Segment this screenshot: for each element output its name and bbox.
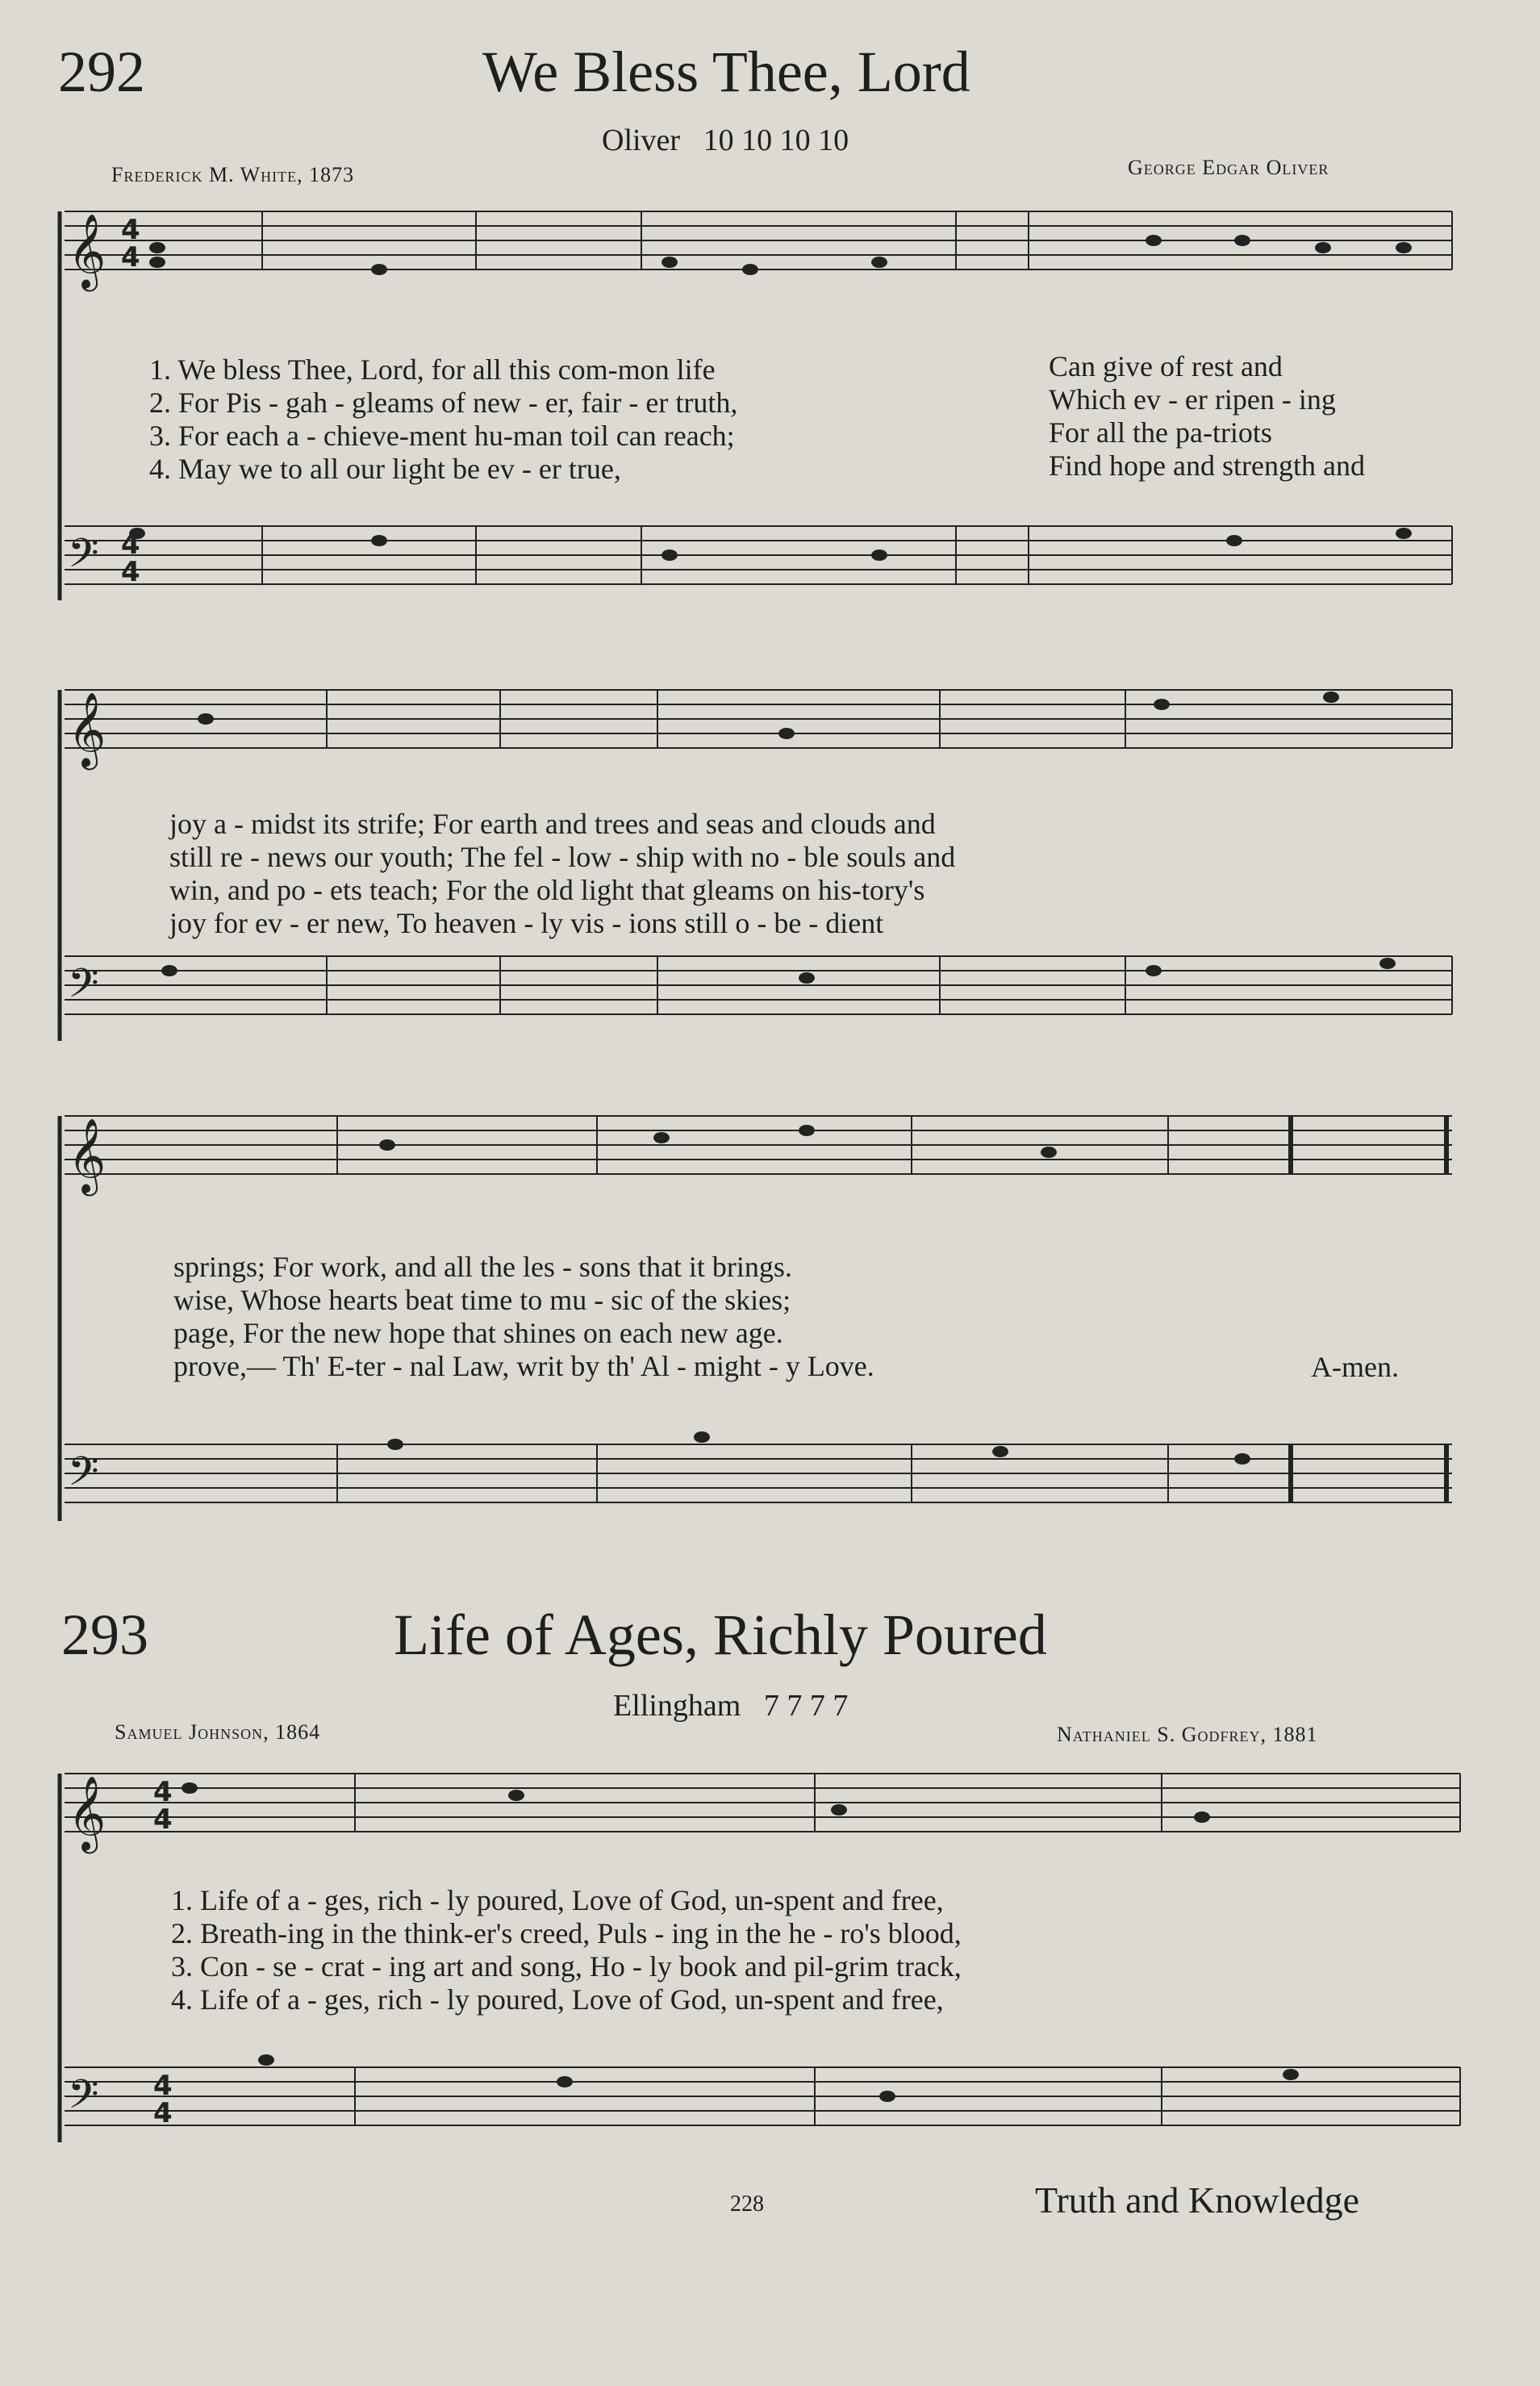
verse-block-system-3 xyxy=(173,1251,874,1383)
svg-text:4: 4 xyxy=(121,556,140,588)
verse-line: 3. Con - se - crat - ing art and song, Ho - ly book and pil-grim track, xyxy=(171,1950,962,1983)
hymn-number: 293 xyxy=(61,1603,148,1667)
hymn-number: 292 xyxy=(58,40,145,104)
verse-line: joy a - midst its strife; For earth and trees and seas and clouds and xyxy=(169,808,936,840)
verse-line: page, For the new hope that shines on each new age. xyxy=(173,1317,783,1349)
verse-line: For all the pa-triots xyxy=(1049,416,1272,449)
hymn-title: Life of Ages, Richly Poured xyxy=(394,1603,1047,1667)
music-composer: George Edgar Oliver xyxy=(1128,156,1329,179)
verse-line: Find hope and strength and xyxy=(1049,449,1365,482)
bass-staff xyxy=(65,526,1452,584)
verse-line: win, and po - ets teach; For the old light that gleams on his-tory's xyxy=(169,874,925,906)
verse-line: prove,— Th' E-ter - nal Law, writ by th' Al - might - y Love. xyxy=(173,1350,874,1382)
tune-meter: 7 7 7 7 xyxy=(763,1689,849,1723)
verse-line: 1. Life of a - ges, rich - ly poured, Love of God, un-spent and free, xyxy=(171,1884,944,1916)
verse-line: 3. For each a - chieve-ment hu-man toil can reach; xyxy=(149,420,735,452)
svg-text:4: 4 xyxy=(153,2070,173,2102)
svg-text:4: 4 xyxy=(153,2097,173,2129)
verse-line: springs; For work, and all the les - sons that it brings. xyxy=(173,1251,792,1283)
amen: A-men. xyxy=(1311,1351,1399,1383)
tune-name: Ellingham xyxy=(613,1689,741,1723)
svg-text:𝄞: 𝄞 xyxy=(68,1118,106,1193)
svg-text:𝄞: 𝄞 xyxy=(68,692,106,767)
svg-text:4: 4 xyxy=(153,1803,173,1836)
verse-line: 4. May we to all our light be ev - er true, xyxy=(149,453,621,485)
verse-line: Which ev - er ripen - ing xyxy=(1049,383,1336,416)
svg-text:𝄢: 𝄢 xyxy=(68,960,99,1017)
svg-text:𝄢: 𝄢 xyxy=(68,2071,99,2128)
verse-line: 2. For Pis - gah - gleams of new - er, fair - er truth, xyxy=(149,387,738,419)
hymn-title: We Bless Thee, Lord xyxy=(482,40,970,104)
svg-text:𝄢: 𝄢 xyxy=(68,530,99,587)
music-composer: Nathaniel S. Godfrey, 1881 xyxy=(1057,1723,1318,1746)
verse-block-system-1 xyxy=(171,1884,962,2016)
verse-line: wise, Whose hearts beat time to mu - sic of the skies; xyxy=(173,1284,791,1316)
verse-block-system-2 xyxy=(169,808,955,940)
tune-name: Oliver xyxy=(602,123,681,157)
page-number: 228 xyxy=(730,2192,764,2217)
svg-text:𝄢: 𝄢 xyxy=(68,1448,99,1505)
tune-meter: 10 10 10 10 xyxy=(703,123,849,157)
words-author: Frederick M. White, 1873 xyxy=(111,163,355,186)
svg-text:4: 4 xyxy=(153,1776,173,1808)
verse-line: 1. We bless Thee, Lord, for all this com-mon life xyxy=(149,353,716,386)
svg-text:𝄞: 𝄞 xyxy=(68,1775,106,1850)
svg-text:4: 4 xyxy=(121,214,140,246)
svg-text:4: 4 xyxy=(121,241,140,274)
verse-line: Can give of rest and xyxy=(1049,350,1283,382)
verse-block-system-1 xyxy=(149,353,737,486)
svg-text:4: 4 xyxy=(121,529,140,561)
verse-line: 2. Breath-ing in the think-er's creed, Puls - ing in the he - ro's blood, xyxy=(171,1917,962,1949)
verse-line: 4. Life of a - ges, rich - ly poured, Love of God, un-spent and free, xyxy=(171,1983,944,2016)
svg-text:𝄞: 𝄞 xyxy=(68,213,106,288)
verse-line: joy for ev - er new, To heaven - ly vis - ions still o - be - dient xyxy=(169,907,884,939)
section-title: Truth and Knowledge xyxy=(1035,2179,1360,2221)
verse-line: still re - news our youth; The fel - low - ship with no - ble souls and xyxy=(169,841,956,873)
verse-block-system-1-end xyxy=(1049,350,1365,483)
words-author: Samuel Johnson, 1864 xyxy=(115,1720,321,1744)
tune-name-line xyxy=(613,1688,848,1724)
